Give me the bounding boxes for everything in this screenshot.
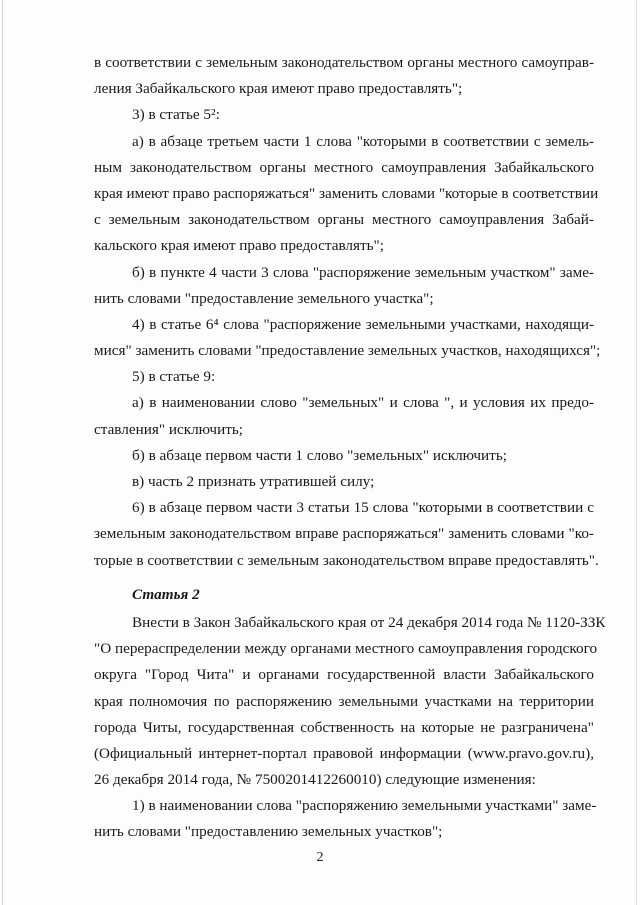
text-line: 3) в статье 5²:	[132, 106, 220, 124]
text-line: ставления" исключить;	[94, 420, 243, 438]
text-line: города Читы, государственная собственность на которые не разграничена"	[94, 718, 594, 736]
text-line: "О перераспределении между органами местного самоуправления городского	[94, 640, 598, 658]
document-body	[94, 50, 606, 846]
text-line: б) в абзаце первом части 1 слово "земельных" исключить;	[132, 446, 507, 464]
text-line: ным законодательством органы местного самоуправления Забайкальского	[94, 158, 594, 176]
scan-edge-right	[636, 0, 637, 905]
text-line: нить словами "предоставлению земельных участков";	[94, 823, 443, 841]
text-line: нить словами "предоставление земельного участка";	[94, 289, 434, 307]
text-line: (Официальный интернет-портал правовой информации (www.pravo.gov.ru),	[94, 744, 594, 762]
text-line: в соответствии с земельным законодательством органы местного самоуправ-	[94, 54, 594, 71]
text-line: Внести в Закон Забайкальского края от 24 декабря 2014 года № 1120-ЗЗК	[132, 613, 606, 631]
text-line: торые в соответствии с земельным законодательством вправе предоставлять".	[94, 551, 599, 569]
text-line: земельным законодательством вправе распоряжаться" заменить словами "ко-	[94, 525, 594, 543]
article-heading: Статья 2	[132, 585, 200, 603]
text-line: 1) в наименовании слова "распоряжению земельными участками" заме-	[132, 797, 597, 815]
text-line: с земельным законодательством органы местного самоуправления Забай-	[94, 211, 594, 229]
text-line: б) в пункте 4 части 3 слова "распоряжение земельным участком" заме-	[132, 263, 594, 281]
scan-edge-left	[2, 0, 3, 905]
text-line: а) в абзаце третьем части 1 слова "которыми в соответствии с земель-	[132, 132, 594, 150]
text-line: мися" заменить словами "предоставление земельных участков, находящихся";	[94, 342, 601, 360]
text-line: 6) в абзаце первом части 3 статьи 15 слова "которыми в соответствии с	[132, 499, 594, 517]
text-line: ления Забайкальского края имеют право предоставлять";	[94, 80, 463, 98]
page-number: 2	[316, 850, 324, 865]
text-line: округа "Город Чита" и органами государственной власти Забайкальского	[94, 666, 594, 684]
text-line: а) в наименовании слово "земельных" и слова ", и условия их предо-	[132, 394, 594, 412]
text-line: кальского края имеют право предоставлять";	[94, 237, 384, 255]
text-line: 5) в статье 9:	[132, 368, 216, 386]
text-line: края имеют право распоряжаться" заменить словами "которые в соответствии	[94, 184, 599, 202]
text-line: 26 декабря 2014 года, № 7500201412260010) следующие изменения:	[94, 771, 536, 789]
text-line: в) часть 2 признать утратившей силу;	[132, 473, 375, 490]
text-line: края полномочия по распоряжению земельными участками на территории	[94, 692, 594, 710]
text-line: 4) в статье 6⁴ слова "распоряжение земельными участками, находящи-	[132, 315, 594, 333]
